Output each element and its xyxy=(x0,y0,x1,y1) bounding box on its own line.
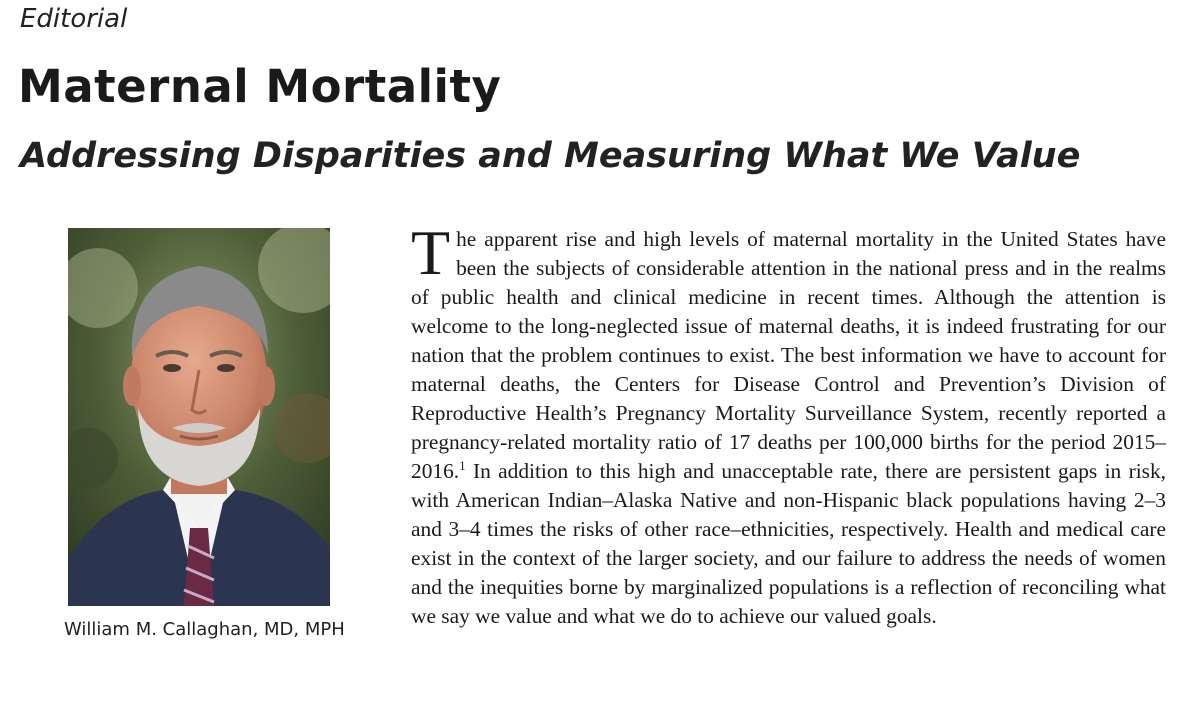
body-text-start: he apparent rise and high levels of maternal mortality in the United States have been the subjects of considerable attention in the national press and in the realms of public health and clinical medicine in recent times. Although the attention is welcome to the long-neglected issue of maternal deaths, it is indeed frustrating for our nation that the problem continues to exist. The best information we have to account for maternal deaths, the Centers for Disease Control and Prevention’s Division of Reproductive Health’s Pregnancy Mortality Surveillance System, recently reported a pregnancy-related mortality ratio of 17 deaths per 100,000 births for the period 2015–2016. xyxy=(411,227,1166,483)
author-photo xyxy=(68,228,330,606)
article-body xyxy=(411,217,1166,631)
article-title: Maternal Mortality xyxy=(18,60,502,113)
author-caption: William M. Callaghan, MD, MPH xyxy=(64,619,345,640)
reference-marker[interactable]: 1 xyxy=(459,457,466,473)
author-portrait-illustration xyxy=(68,228,330,606)
article-subtitle: Addressing Disparities and Measuring What We Value xyxy=(20,136,1081,176)
body-text-end: In addition to this high and unacceptable rate, there are persistent gaps in risk, with American Indian–Alaska Native and non-Hispanic black populations having 2–3 and 3–4 times the risks of other race–ethnicities, respectively. Health and medical care exist in the context of the larger society, and our failure to address the needs of women and the inequities borne by marginalized populations is a reflection of reconciling what we say we value and what we do to achieve our valued goals. xyxy=(411,459,1166,628)
section-label: Editorial xyxy=(20,4,128,34)
drop-cap: T xyxy=(411,217,451,288)
